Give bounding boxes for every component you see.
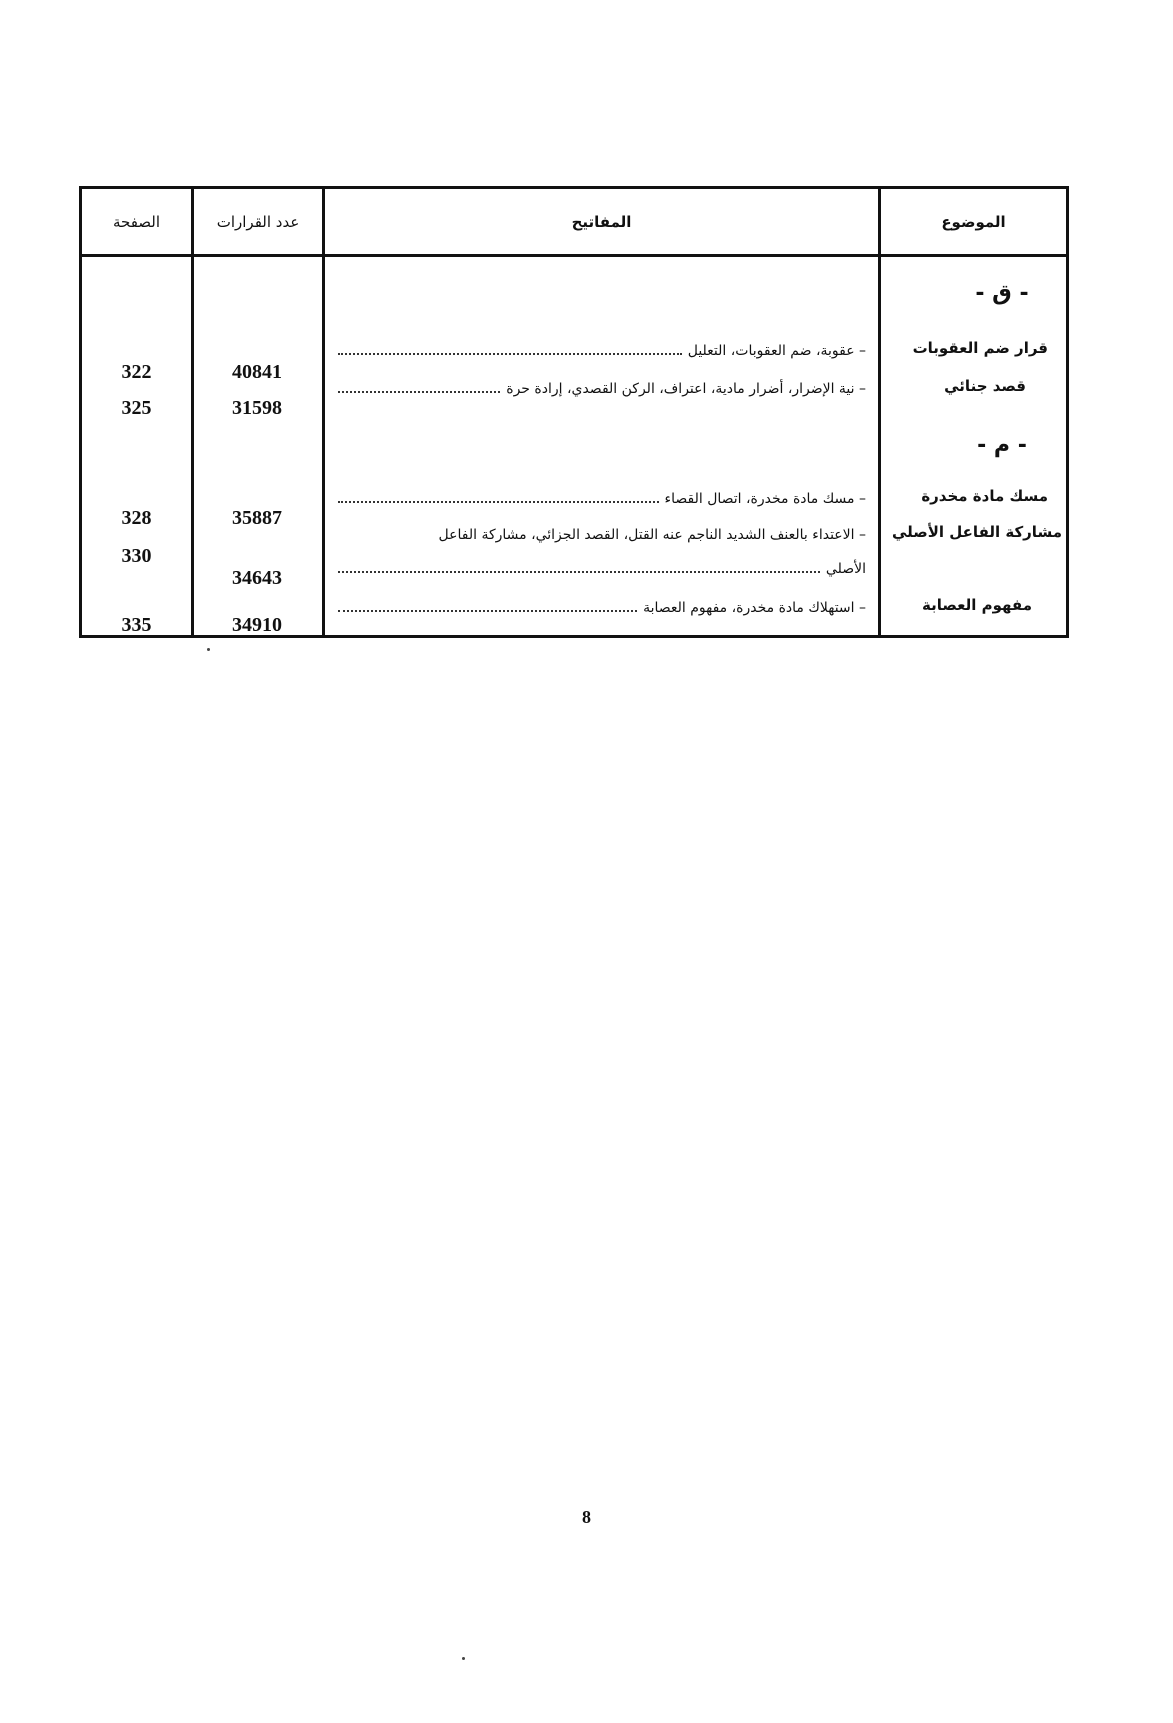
page-ref: 325 [121,397,152,419]
dotted-leader [338,609,637,612]
keywords-cell-continued [338,555,866,577]
decision-number: 34910 [232,614,282,636]
page-ref: 328 [121,507,152,529]
keywords-cell [338,594,866,616]
keywords-text: – الاعتداء بالعنف الشديد الناجم عنه القتل، القصد الجزائي، مشاركة الفاعل [438,527,866,543]
page-ref: 335 [121,614,152,636]
page-ref: 322 [121,361,152,383]
section-letter-qaf: - ق - [975,281,1029,306]
keywords-cell [338,485,866,507]
keywords-cell [338,521,866,543]
dotted-leader [338,500,659,503]
subject-cell: مشاركة الفاعل الأصلي [891,523,1062,541]
decision-number: 35887 [232,507,282,529]
keywords-text: الأصلي [825,561,866,577]
keywords-text: – استهلاك مادة مخدرة، مفهوم العصابة [643,600,866,616]
header-keywords: المفاتيح [571,212,632,231]
header-decision-number: عدد القرارات [216,212,300,231]
index-table [79,186,1069,638]
dotted-leader [338,390,500,393]
keywords-text: – عقوبة، ضم العقوبات، التعليل [687,343,866,359]
header-subject: الموضوع [941,212,1006,231]
scan-speck [462,1657,465,1660]
section-letter-meem: - م - [977,433,1027,458]
keywords-cell [338,375,866,397]
decision-number: 31598 [232,397,282,419]
subject-cell: قرار ضم العقوبات [912,339,1048,357]
header-divider [82,254,1066,257]
subject-cell: قصد جنائي [944,377,1026,395]
dotted-leader [338,570,820,573]
page-number: 8 [582,1507,591,1527]
decision-number: 40841 [232,361,282,383]
subject-cell: مفهوم العصابة [922,596,1032,614]
decision-number: 34643 [232,567,282,589]
dotted-leader [338,352,682,355]
keywords-cell [338,337,866,359]
header-page: الصفحة [112,212,161,231]
page-ref: 330 [121,545,152,567]
keywords-text: – مسك مادة مخدرة، اتصال القصاء [664,491,866,507]
scan-speck [207,648,210,651]
keywords-text: – نية الإضرار، أضرار مادية، اعتراف، الركن القصدي، إرادة حرة [506,381,866,397]
subject-cell: مسك مادة مخدرة [921,487,1048,505]
